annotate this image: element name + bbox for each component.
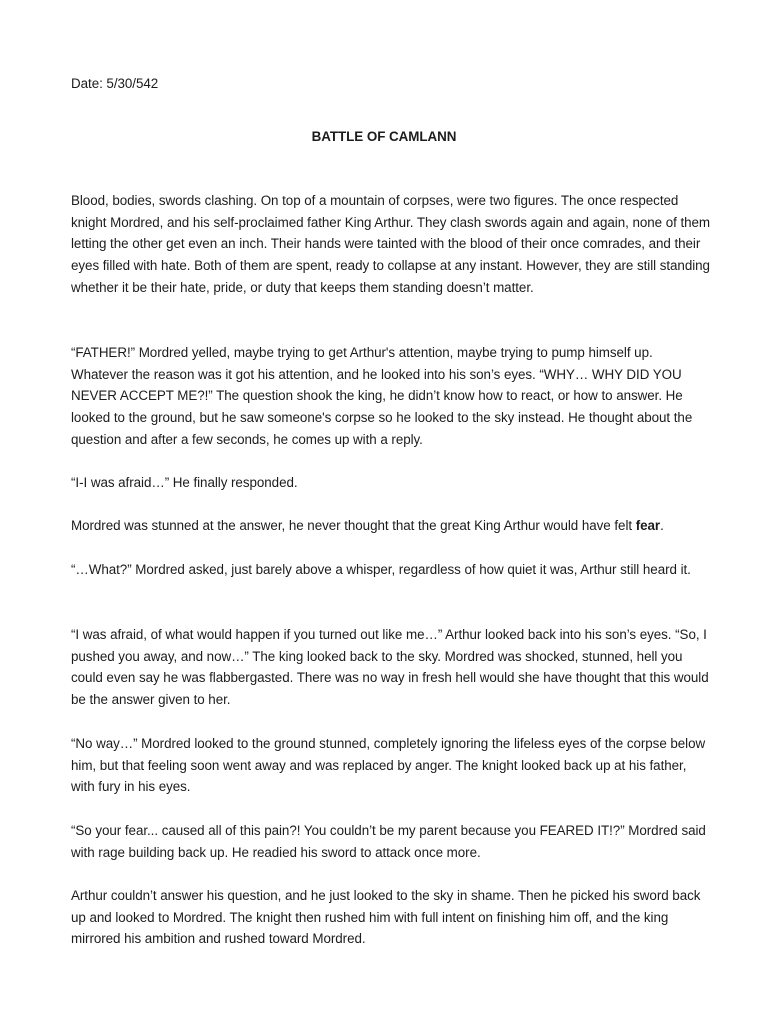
document-title: BATTLE OF CAMLANN: [311, 129, 457, 144]
paragraph-final-clash: Arthur couldn’t answer his question, and he just looked to the sky in shame. Then he picked his sword back up and looked to Mordred. The knight then rushed him with full intent on finishing him off, and the king mirrored his ambition and rushed toward Mordred.: [71, 888, 701, 947]
paragraph-father-question: “FATHER!” Mordred yelled, maybe trying to get Arthur's attention, maybe trying to pump himself up. Whatever the reason was it got his attention, and he looked into his son’s eyes. “WHY… WHY DID YOU NEVER ACCEPT ME?!” The question shook the king, he didn’t know how to react, or how to answer. He looked to the ground, but he saw someone's corpse so he looked to the sky instead. He thought about the question and after a few seconds, he comes up with a reply.: [71, 345, 693, 447]
stunned-text-end: .: [660, 518, 664, 533]
paragraph-mordred-stunned: [71, 515, 711, 537]
paragraph-mordred-whisper: “…What?” Mordred asked, just barely above a whisper, regardless of how quiet it was, Arthur still heard it.: [71, 562, 691, 577]
paragraph-fear-caused-pain: “So your fear... caused all of this pain?! You couldn’t be my parent because you FEARED IT!?” Mordred said with rage building back up. He readied his sword to attack once more.: [71, 823, 706, 860]
paragraph-arthur-explains: “I was afraid, of what would happen if you turned out like me…” Arthur looked back into his son’s eyes. “So, I pushed you away, and now…” The king looked back to the sky. Mordred was shocked, stunned, hell you could even say he was flabbergasted. There was no way in fresh hell would she have thought that this would be the answer given to her.: [71, 627, 709, 708]
emphasis-fear: fear: [635, 518, 661, 533]
document-date: Date: 5/30/542: [71, 76, 159, 91]
paragraph-battle-scene: Blood, bodies, swords clashing. On top of a mountain of corpses, were two figures. The once respected knight Mordred, and his self-proclaimed father King Arthur. They clash swords again and again, none of them letting the other get even an inch. Their hands were tainted with the blood of their once comrades, and their eyes filled with hate. Both of them are spent, ready to collapse at any instant. However, they are still standing whether it be their hate, pride, or duty that keeps them standing doesn’t matter.: [71, 193, 711, 295]
stunned-text: Mordred was stunned at the answer, he never thought that the great King Arthur would have felt: [71, 518, 636, 533]
paragraph-mordred-anger: “No way…” Mordred looked to the ground stunned, completely ignoring the lifeless eyes of the corpse below him, but that feeling soon went away and was replaced by anger. The knight looked back up at his father, with fury in his eyes.: [71, 736, 706, 795]
paragraph-arthur-afraid: “I-I was afraid…” He finally responded.: [71, 475, 298, 490]
